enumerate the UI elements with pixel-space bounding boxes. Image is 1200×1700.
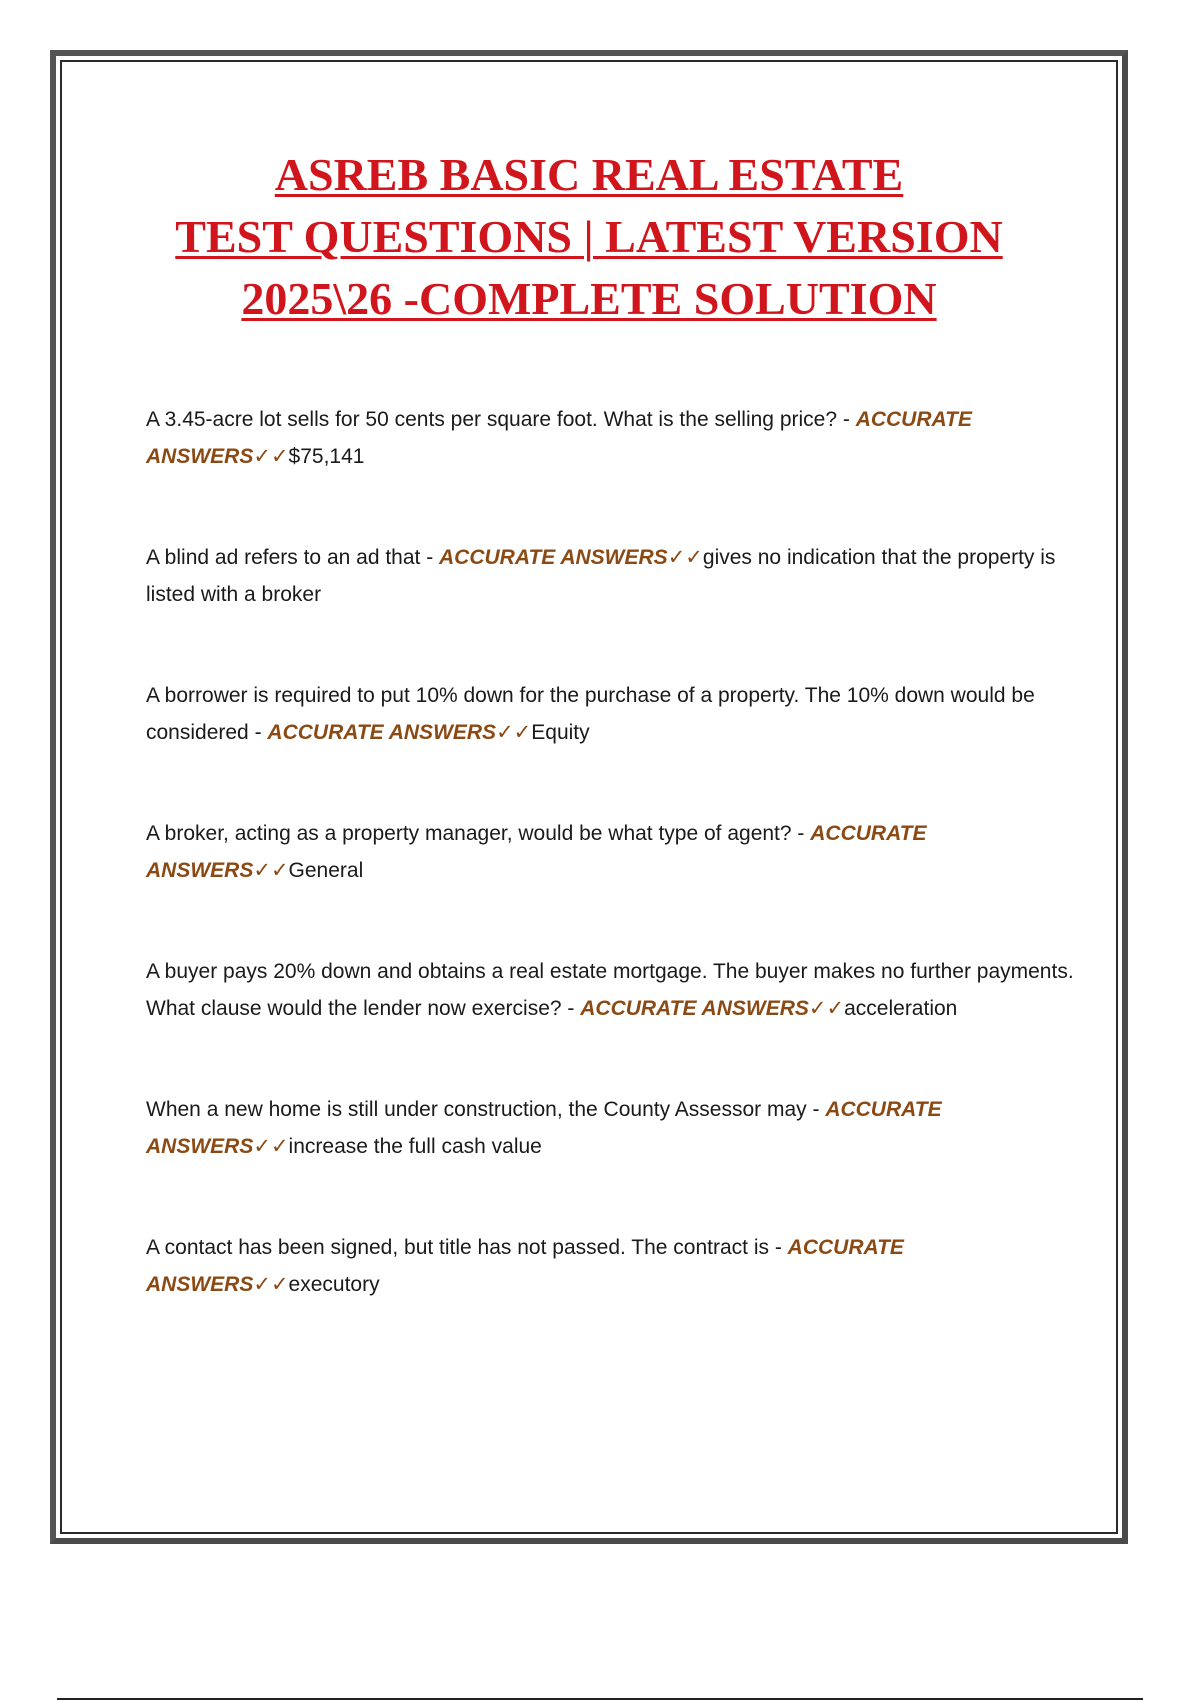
answer-text: acceleration <box>844 997 958 1020</box>
qa-item <box>146 953 1076 1027</box>
answer-text: $75,141 <box>288 445 365 468</box>
double-check-icon: ✓✓ <box>496 721 532 744</box>
qa-item <box>146 401 1076 475</box>
answer-text: increase the full cash value <box>288 1135 542 1158</box>
question-text: A broker, acting as a property manager, would be what type of agent? - <box>146 822 811 845</box>
title-line-2: TEST QUESTIONS | LATEST VERSION <box>175 211 1003 262</box>
question-text: A buyer pays 20% down and obtains a real estate mortgage. The buyer makes no further payments. What clause would the lender now exercise? - <box>146 960 1074 1020</box>
answer-marker: ACCURATE ANSWERS <box>439 546 668 569</box>
qa-item <box>146 1091 1076 1165</box>
answer-marker: ACCURATE ANSWERS <box>146 408 972 468</box>
double-check-icon: ✓✓ <box>253 859 289 882</box>
double-check-icon: ✓✓ <box>253 1273 289 1296</box>
qa-item <box>146 815 1076 889</box>
double-check-icon: ✓✓ <box>808 997 845 1020</box>
answer-marker: ACCURATE ANSWERS <box>146 822 927 882</box>
title-line-1: ASREB BASIC REAL ESTATE <box>274 149 904 200</box>
question-text: A 3.45-acre lot sells for 50 cents per square foot. What is the selling price? - <box>146 408 856 431</box>
answer-marker: ACCURATE ANSWERS <box>580 997 809 1020</box>
answer-text: Equity <box>531 721 590 744</box>
question-text: A blind ad refers to an ad that - <box>146 546 440 569</box>
answer-marker: ACCURATE ANSWERS <box>267 721 497 744</box>
double-check-icon: ✓✓ <box>667 546 703 569</box>
question-text: When a new home is still under construction, the County Assessor may - <box>146 1098 826 1121</box>
page-title <box>56 144 1122 330</box>
answer-marker: ACCURATE ANSWERS <box>146 1098 942 1158</box>
double-check-icon: ✓✓ <box>253 445 289 468</box>
answer-text: General <box>288 859 364 882</box>
question-text: A contact has been signed, but title has not passed. The contract is - <box>146 1236 788 1259</box>
answer-text: executory <box>288 1273 380 1296</box>
qa-item <box>146 539 1076 613</box>
double-check-icon: ✓✓ <box>253 1135 289 1158</box>
question-text: A borrower is required to put 10% down for the purchase of a property. The 10% down would be considered - <box>146 684 1035 744</box>
qa-item <box>146 1229 1076 1303</box>
answer-marker: ACCURATE ANSWERS <box>146 1236 904 1296</box>
qa-item <box>146 677 1076 751</box>
answer-text: gives no indication that the property is listed with a broker <box>146 546 1056 606</box>
title-line-3: 2025\26 -COMPLETE SOLUTION <box>241 273 937 324</box>
qa-list <box>146 401 1076 1367</box>
page-frame <box>50 50 1128 1544</box>
